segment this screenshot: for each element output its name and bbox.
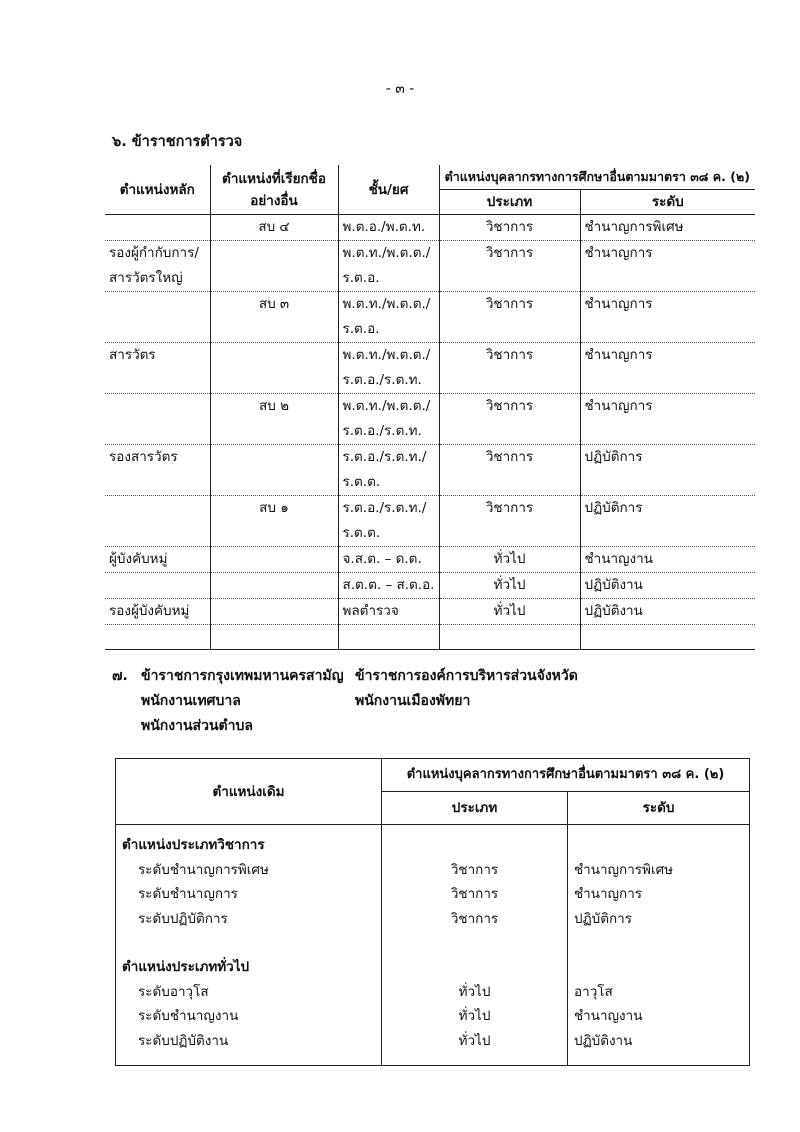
level-cell: ชำนาญการ [580,394,755,445]
table-row [116,1029,750,1054]
header-level: ระดับ [580,190,755,215]
main-position-cell: ผู้บังคับหมู่ [105,547,210,573]
table-row [105,599,755,625]
header-level: ระดับ [568,792,750,825]
main-position-cell: รองผู้กำกับการ/สารวัตรใหญ่ [105,241,210,292]
table-row [105,496,755,547]
table-row [105,573,755,599]
main-position-cell [105,215,210,241]
rank-cell: พ.ต.ท./พ.ต.ต./ร.ต.อ. [338,241,439,292]
header-main-position: ตำแหน่งหลัก [105,165,210,215]
rank-cell: พ.ต.ท./พ.ต.ต./ร.ต.อ./ร.ต.ท. [338,394,439,445]
level-cell: ปฏิบัติงาน [580,599,755,625]
level-cell: ชำนาญงาน [574,1008,643,1024]
main-position-cell [105,394,210,445]
header-original-position: ตำแหน่งเดิม [116,759,382,825]
type-cell: ทั่วไป [382,980,568,1005]
table-row [105,625,755,650]
other-name-cell [210,573,338,599]
main-position-cell [105,573,210,599]
original-position-cell: ระดับปฏิบัติงาน [116,1029,382,1054]
header-group: ตำแหน่งบุคลากรทางการศึกษาอื่นตามมาตรา ๓๘ ค. (๒) [439,165,755,190]
level-cell: ชำนาญการ [580,292,755,343]
rank-cell [338,625,439,650]
table-row [105,343,755,394]
rank-cell: พ.ต.ท./พ.ต.ต./ร.ต.อ./ร.ต.ท. [338,343,439,394]
level-cell: ชำนาญงาน [580,547,755,573]
original-position-cell: ระดับชำนาญการพิเศษ [116,858,382,883]
main-position-cell: รองผู้บังคับหมู่ [105,599,210,625]
rank-cell: ร.ต.อ./ร.ต.ท./ร.ต.ต. [338,496,439,547]
type-cell: วิชาการ [382,858,568,883]
type-cell: วิชาการ [439,241,580,292]
type-cell: ทั่วไป [439,573,580,599]
main-position-cell: สารวัตร [105,343,210,394]
spacer-cell [382,931,568,955]
group-row [116,955,750,980]
rank-cell: ส.ต.ต. – ส.ต.อ. [338,573,439,599]
level-cell: ชำนาญการ [580,241,755,292]
table-row [105,547,755,573]
main-position-cell [105,625,210,650]
main-position-cell: รองสารวัตร [105,445,210,496]
type-cell: ทั่วไป [439,547,580,573]
rank-cell: จ.ส.ต. – ด.ต. [338,547,439,573]
level-cell [568,955,750,980]
type-cell: วิชาการ [439,394,580,445]
table-row [116,907,750,932]
spacer-cell [116,931,382,955]
other-name-cell [210,599,338,625]
type-cell: ทั่วไป [439,599,580,625]
police-position-table [105,165,755,650]
other-name-cell: สบ ๔ [210,215,338,241]
level-cell: ชำนาญการ [574,886,643,902]
spacer-row [116,931,750,955]
spacer-cell [382,1053,568,1066]
section-7-item-tambon: พนักงานส่วนตำบล [141,718,253,734]
group-title: ตำแหน่งประเภททั่วไป [116,955,382,980]
local-official-position-table [115,758,750,1066]
type-cell: วิชาการ [439,292,580,343]
type-cell: ทั่วไป [382,1004,568,1029]
group-row [116,825,750,858]
level-cell: ปฏิบัติการ [580,496,755,547]
other-name-cell: สบ ๓ [210,292,338,343]
main-position-cell [105,292,210,343]
table-row [116,882,750,907]
section-6-title: ๖. ข้าราชการตำรวจ [112,134,243,150]
level-cell: ปฏิบัติการ [574,910,632,927]
other-name-cell [210,343,338,394]
other-name-cell [210,445,338,496]
header-rank: ชั้น/ยศ [338,165,439,215]
original-position-cell: ระดับชำนาญงาน [116,1004,382,1029]
other-name-cell [210,547,338,573]
type-cell [382,955,568,980]
type-cell: วิชาการ [382,907,568,932]
section-7-item-bma: ข้าราชการกรุงเทพมหานครสามัญ [141,668,344,684]
level-cell: ชำนาญการพิเศษ [580,215,755,241]
other-name-cell: สบ ๑ [210,496,338,547]
level-cell: อาวุโส [574,983,613,1000]
original-position-cell: ระดับอาวุโส [116,980,382,1005]
table-row [105,292,755,343]
table-row [105,445,755,496]
header-type: ประเภท [382,792,568,825]
type-cell: วิชาการ [439,343,580,394]
header-other-name: ตำแหน่งที่เรียกชื่ออย่างอื่น [210,165,338,215]
type-cell: วิชาการ [439,445,580,496]
rank-cell: ร.ต.อ./ร.ต.ท./ร.ต.ต. [338,445,439,496]
table-row [116,980,750,1005]
section-7-item-pattaya: พนักงานเมืองพัทยา [355,693,471,709]
rank-cell: พ.ต.ท./พ.ต.ต./ร.ต.อ. [338,292,439,343]
other-name-cell [210,241,338,292]
section-7-number: ๗. [112,668,128,684]
table-row [105,241,755,292]
main-position-cell [105,496,210,547]
other-name-cell: สบ ๒ [210,394,338,445]
table-row [105,215,755,241]
type-cell [382,825,568,858]
section-7-item-pao: ข้าราชการองค์การบริหารส่วนจังหวัด [355,668,578,684]
level-cell: ปฏิบัติการ [580,445,755,496]
header-type: ประเภท [439,190,580,215]
other-name-cell [210,625,338,650]
level-cell [568,825,750,858]
table-row [116,1004,750,1029]
type-cell: วิชาการ [382,882,568,907]
spacer-cell [568,1053,750,1066]
section-7-item-municipal: พนักงานเทศบาล [141,693,241,709]
header-group: ตำแหน่งบุคลากรทางการศึกษาอื่นตามมาตรา ๓๘ ค. (๒) [382,759,750,792]
type-cell: วิชาการ [439,215,580,241]
type-cell [439,625,580,650]
original-position-cell: ระดับปฏิบัติการ [116,907,382,932]
rank-cell: พลตำรวจ [338,599,439,625]
spacer-cell [116,1053,382,1066]
type-cell: วิชาการ [439,496,580,547]
table-row [105,394,755,445]
page-number: - ๓ - [385,81,415,97]
level-cell: ปฏิบัติงาน [580,573,755,599]
group-title: ตำแหน่งประเภทวิชาการ [116,825,382,858]
level-cell: ชำนาญการพิเศษ [574,861,674,878]
table-row [116,858,750,883]
rank-cell: พ.ต.อ./พ.ต.ท. [338,215,439,241]
original-position-cell: ระดับชำนาญการ [116,882,382,907]
spacer-cell [568,931,750,955]
level-cell [580,625,755,650]
level-cell: ชำนาญการ [580,343,755,394]
level-cell: ปฏิบัติงาน [574,1032,633,1049]
type-cell: ทั่วไป [382,1029,568,1054]
spacer-row [116,1053,750,1066]
